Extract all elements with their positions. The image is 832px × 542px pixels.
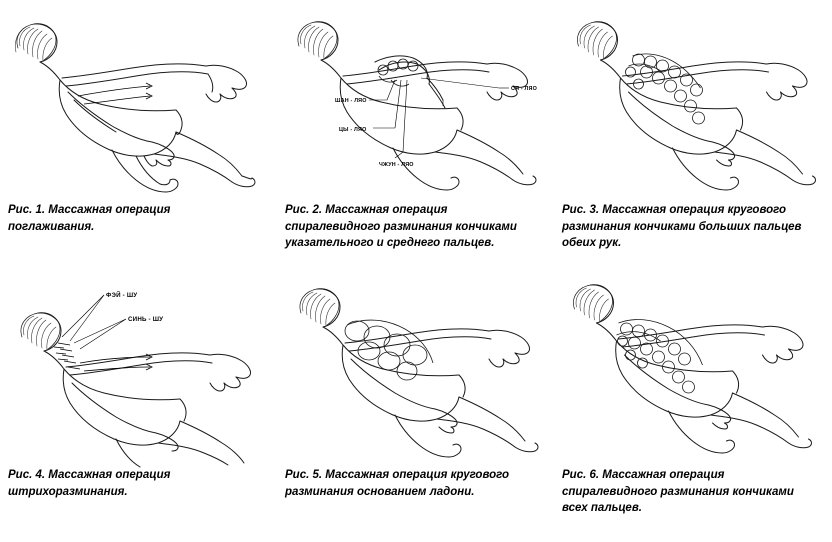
figure-1-artwork [0, 0, 277, 200]
figure-cell-1 [0, 0, 277, 271]
figure-2-caption-line-3: указательного и среднего пальцев. [285, 237, 495, 250]
figure-6-caption [562, 467, 822, 517]
figure-5-caption [285, 467, 544, 500]
figure-2-caption-line-2: спиралевидного разминания кончиками [285, 220, 517, 233]
figure-cell-6 [554, 271, 832, 542]
figure-4-label-sin-shu: СИНЬ - ШУ [128, 316, 164, 323]
figure-5-artwork [283, 271, 560, 471]
figure-4-caption-line-2: штрихоразминания. [8, 485, 128, 498]
figure-cell-3 [554, 0, 832, 271]
figure-cell-5 [277, 271, 554, 542]
figure-2-label-sya-liao: СЯ - ЛЯО [511, 86, 538, 92]
figure-6-caption-line-3: всех пальцев. [562, 502, 642, 515]
figure-3-caption [562, 202, 822, 252]
figure-2-caption-line-1: Рис. 2. Массажная операция [285, 204, 448, 216]
figure-4-artwork [0, 271, 277, 471]
figure-2-caption [285, 202, 544, 252]
figure-3-artwork [560, 0, 832, 200]
figure-1-caption [8, 202, 267, 235]
figure-6-caption-line-2: спиралевидного разминания кончиками [562, 485, 794, 498]
figure-4-caption [8, 467, 267, 500]
figure-cell-2 [277, 0, 554, 271]
figure-6-artwork [560, 271, 832, 471]
figure-3-caption-line-1: Рис. 3. Массажная операция кругового [562, 204, 787, 216]
figure-3-caption-line-2: разминания кончиками больших пальцев [562, 220, 802, 233]
figure-1-caption-line-1: Рис. 1. Массажная операция [8, 204, 171, 216]
figure-2-label-shan-liao: ШАН - ЛЯО [335, 98, 367, 104]
figure-6-caption-line-1: Рис. 6. Массажная операция [562, 469, 725, 481]
figure-4-label-fei-shu: ФЭЙ - ШУ [106, 292, 138, 299]
figure-3-caption-line-3: обеих рук. [562, 237, 622, 250]
figure-5-caption-line-1: Рис. 5. Массажная операция кругового [285, 469, 510, 481]
figure-4-caption-line-1: Рис. 4. Массажная операция [8, 469, 171, 481]
figure-cell-4 [0, 271, 277, 542]
figure-2-label-chzhun-liao: ЧЖУН - ЛЯО [379, 162, 414, 168]
figure-5-caption-line-2: разминания основанием ладони. [285, 485, 475, 498]
figure-2-label-cy-liao: ЦЫ - ЛЯО [339, 127, 367, 133]
figure-2-artwork [283, 0, 560, 200]
figure-1-caption-line-2: поглаживания. [8, 220, 95, 233]
